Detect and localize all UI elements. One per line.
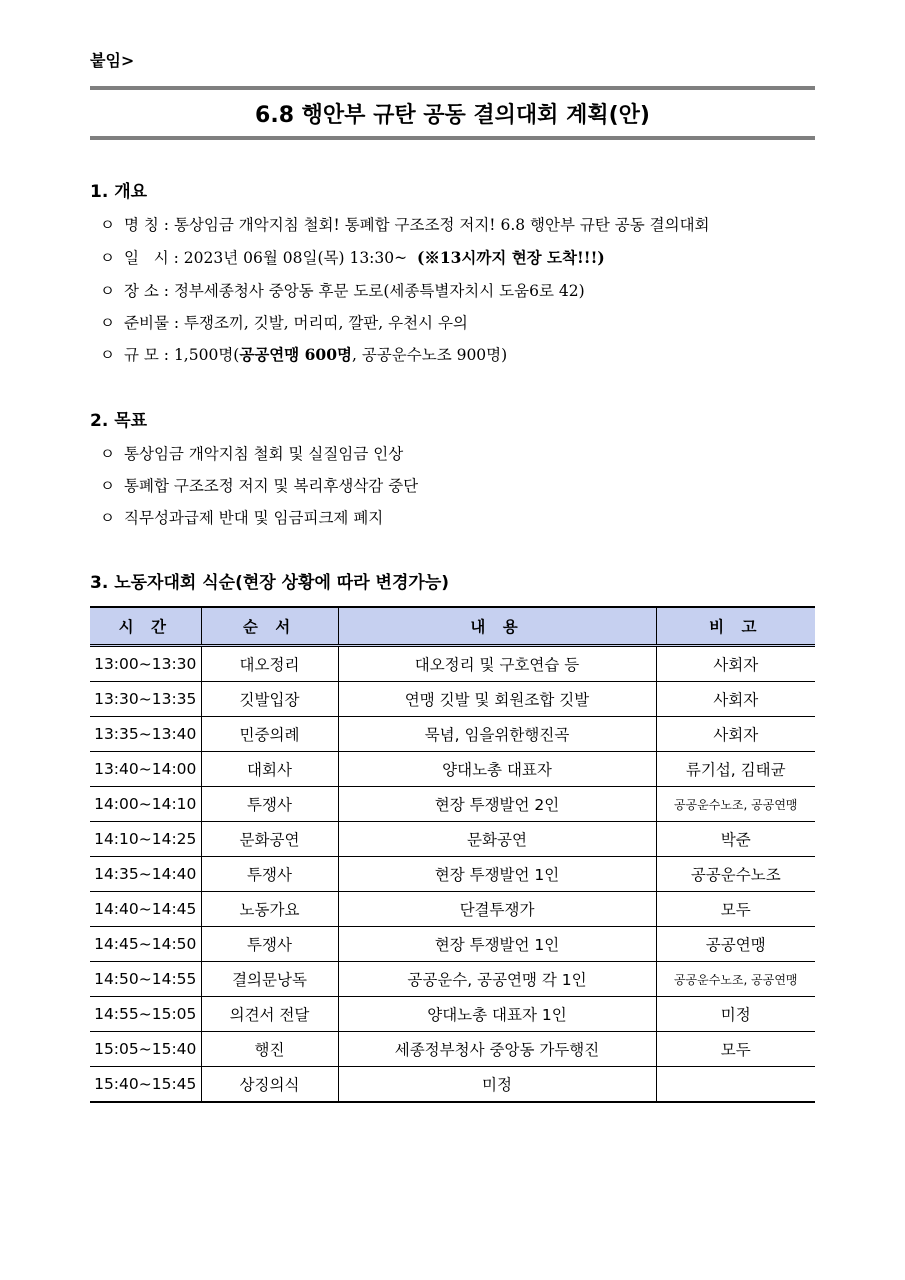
table-row: 13:40~14:00 대회사 양대노총 대표자 류기섭, 김태균 — [90, 752, 815, 787]
table-row: 14:55~15:05 의견서 전달 양대노총 대표자 1인 미정 — [90, 997, 815, 1032]
goal-item: ㅇ 통폐합 구조조정 저지 및 복리후생삭감 중단 — [100, 477, 419, 495]
overview-name: ㅇ 명 칭 : 통상임금 개악지침 철회! 통폐합 구조조정 저지! 6.8 행안부 규탄 공동 결의대회 — [100, 216, 710, 234]
attachment-label: 붙임> — [90, 51, 135, 70]
col-note: 비 고 — [656, 607, 815, 646]
table-row: 13:35~13:40 민중의례 묵념, 임을위한행진곡 사회자 — [90, 717, 815, 752]
col-time: 시 간 — [90, 607, 201, 646]
goal-item: ㅇ 직무성과급제 반대 및 임금피크제 폐지 — [100, 509, 384, 527]
table-row: 15:05~15:40 행진 세종정부청사 중앙동 가두행진 모두 — [90, 1032, 815, 1067]
page-title: 6.8 행안부 규탄 공동 결의대회 계획(안) — [255, 102, 650, 128]
table-row: 14:40~14:45 노동가요 단결투쟁가 모두 — [90, 892, 815, 927]
overview-scale: ㅇ 규 모 : 1,500명(공공연맹 600명, 공공운수노조 900명) — [100, 345, 508, 364]
overview-place: ㅇ 장 소 : 정부세종청사 중앙동 후문 도로(세종특별자치시 도움6로 42) — [100, 282, 585, 300]
overview-date: ㅇ 일 시 : 2023년 06월 08일(목) 13:30~ (※13시까지 현장 도착!!!) — [100, 248, 605, 267]
goal-item: ㅇ 통상임금 개악지침 철회 및 실질임금 인상 — [100, 445, 404, 463]
col-order: 순 서 — [201, 607, 338, 646]
table-row: 13:00~13:30 대오정리 대오정리 및 구호연습 등 사회자 — [90, 646, 815, 682]
table-row: 14:50~14:55 결의문낭독 공공운수, 공공연맹 각 1인 공공운수노조, 공공연맹 — [90, 962, 815, 997]
table-row: 15:40~15:45 상징의식 미정 — [90, 1067, 815, 1103]
section3-heading: 3. 노동자대회 식순(현장 상황에 따라 변경가능) — [90, 573, 450, 593]
section2-heading: 2. 목표 — [90, 411, 148, 431]
schedule-table — [90, 606, 815, 1103]
section1-heading: 1. 개요 — [90, 182, 148, 202]
table-row: 14:10~14:25 문화공연 문화공연 박준 — [90, 822, 815, 857]
table-row: 13:30~13:35 깃발입장 연맹 깃발 및 회원조합 깃발 사회자 — [90, 682, 815, 717]
table-row: 14:00~14:10 투쟁사 현장 투쟁발언 2인 공공운수노조, 공공연맹 — [90, 787, 815, 822]
title-box — [90, 86, 815, 140]
table-row: 14:35~14:40 투쟁사 현장 투쟁발언 1인 공공운수노조 — [90, 857, 815, 892]
overview-supplies: ㅇ 준비물 : 투쟁조끼, 깃발, 머리띠, 깔판, 우천시 우의 — [100, 314, 468, 332]
col-content: 내 용 — [338, 607, 656, 646]
table-header-row — [90, 607, 815, 646]
table-row: 14:45~14:50 투쟁사 현장 투쟁발언 1인 공공연맹 — [90, 927, 815, 962]
